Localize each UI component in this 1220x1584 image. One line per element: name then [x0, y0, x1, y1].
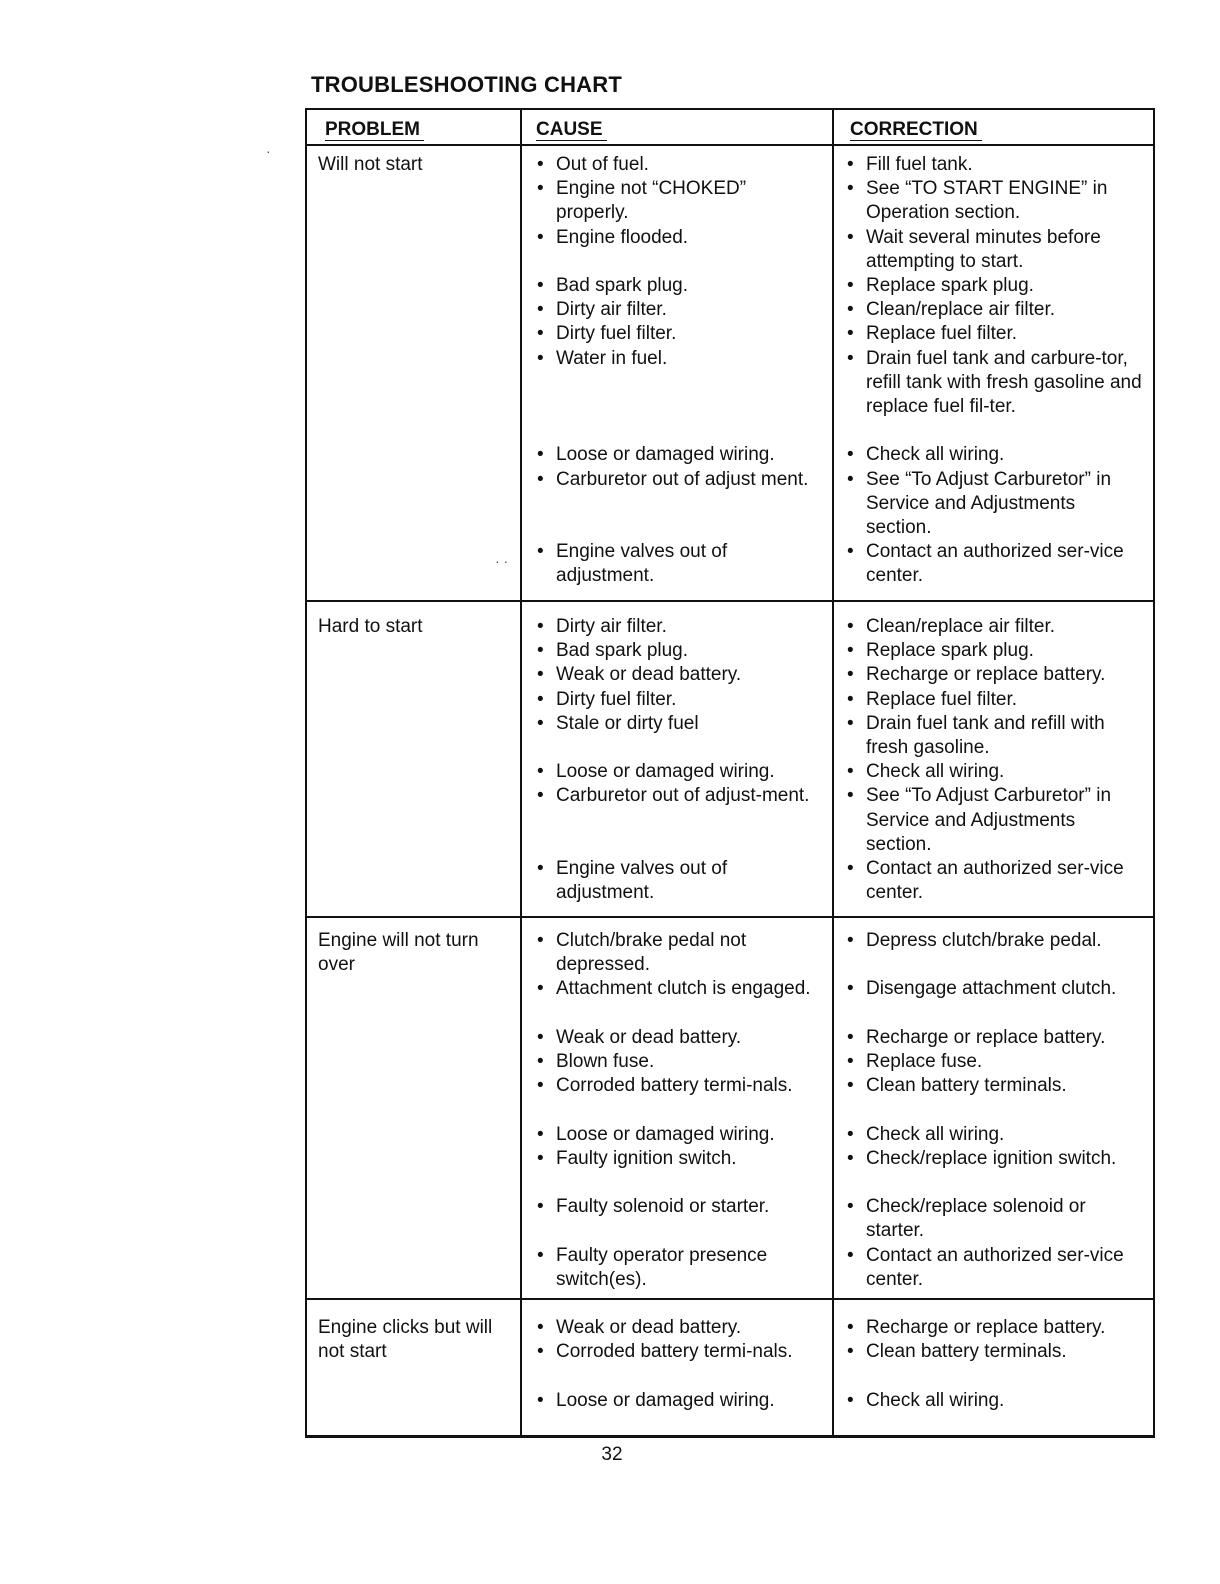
- cause-item: • Corroded battery termi-nals.: [535, 1340, 817, 1364]
- correction-item: • Drain fuel tank and carbure-tor, refill tank with fresh gasoline and replace fuel fil-ter.: [845, 347, 1145, 420]
- correction-item: • Replace spark plug.: [845, 639, 1145, 663]
- cause-item: • Engine flooded.: [535, 226, 817, 250]
- correction-item: • Check all wiring.: [845, 760, 1145, 784]
- header-divider: [307, 144, 1153, 146]
- correction-item: • Check all wiring.: [845, 1389, 1145, 1413]
- correction-item: • Check all wiring.: [845, 1123, 1145, 1147]
- cause-item: • Corroded battery termi-nals.: [535, 1074, 817, 1098]
- correction-item: • Recharge or replace battery.: [845, 1316, 1145, 1340]
- cause-item: • Dirty air filter.: [535, 298, 817, 322]
- scan-speck: ·: [266, 143, 271, 159]
- row-divider: [307, 600, 1153, 602]
- correction-item: • Fill fuel tank.: [845, 153, 1145, 177]
- cause-item: • Bad spark plug.: [535, 274, 817, 298]
- problem-cell: Will not start: [318, 154, 423, 175]
- correction-item: • Check all wiring.: [845, 443, 1145, 467]
- column-divider: [520, 110, 522, 1435]
- cause-item: • Clutch/brake pedal not depressed.: [535, 929, 817, 977]
- correction-item: • Clean battery terminals.: [845, 1074, 1145, 1098]
- problem-header: PROBLEM: [325, 119, 424, 141]
- correction-header: CORRECTION: [850, 119, 982, 141]
- correction-item: • Wait several minutes before attempting to start.: [845, 226, 1145, 274]
- correction-item: • Disengage attachment clutch.: [845, 977, 1145, 1001]
- cause-item: • Blown fuse.: [535, 1050, 817, 1074]
- correction-item: • See “TO START ENGINE” in Operation section.: [845, 177, 1145, 225]
- correction-item: • Check/replace solenoid or starter.: [845, 1195, 1145, 1243]
- cause-item: • Weak or dead battery.: [535, 1316, 817, 1340]
- correction-item: • Replace fuse.: [845, 1050, 1145, 1074]
- page-number: 32: [601, 1444, 623, 1465]
- cause-item: • Water in fuel.: [535, 347, 817, 371]
- cause-item: • Weak or dead battery.: [535, 663, 817, 687]
- column-divider: [832, 110, 834, 1435]
- cause-item: • Engine not “CHOKED” properly.: [535, 177, 817, 225]
- scan-speck: · ·: [495, 553, 509, 569]
- cause-item: • Dirty air filter.: [535, 615, 817, 639]
- cause-item: • Carburetor out of adjust-ment.: [535, 784, 817, 808]
- correction-item: • Clean/replace air filter.: [845, 615, 1145, 639]
- page-title: TROUBLESHOOTING CHART: [311, 72, 622, 97]
- cause-item: • Stale or dirty fuel: [535, 712, 817, 736]
- cause-item: • Loose or damaged wiring.: [535, 443, 817, 467]
- cause-item: • Bad spark plug.: [535, 639, 817, 663]
- cause-item: • Loose or damaged wiring.: [535, 1123, 817, 1147]
- correction-item: • Replace fuel filter.: [845, 322, 1145, 346]
- cause-item: • Dirty fuel filter.: [535, 322, 817, 346]
- correction-item: • Recharge or replace battery.: [845, 1026, 1145, 1050]
- correction-item: • Check/replace ignition switch.: [845, 1147, 1145, 1171]
- correction-item: • Clean battery terminals.: [845, 1340, 1145, 1364]
- correction-item: • Replace fuel filter.: [845, 688, 1145, 712]
- correction-item: • See “To Adjust Carburetor” in Service and Adjustments section.: [845, 468, 1145, 541]
- cause-header: CAUSE: [536, 119, 607, 141]
- correction-item: • Contact an authorized ser-vice center.: [845, 1244, 1145, 1292]
- correction-item: • Contact an authorized ser-vice center.: [845, 540, 1145, 588]
- cause-item: • Faulty solenoid or starter.: [535, 1195, 817, 1219]
- correction-item: • Clean/replace air filter.: [845, 298, 1145, 322]
- cause-item: • Carburetor out of adjust ment.: [535, 468, 817, 492]
- row-divider: [307, 1298, 1153, 1300]
- correction-item: • Replace spark plug.: [845, 274, 1145, 298]
- correction-item: • Recharge or replace battery.: [845, 663, 1145, 687]
- cause-item: • Faulty ignition switch.: [535, 1147, 817, 1171]
- correction-item: • Drain fuel tank and refill with fresh gasoline.: [845, 712, 1145, 760]
- problem-cell: Engine will not turn over: [318, 930, 479, 976]
- cause-item: • Out of fuel.: [535, 153, 817, 177]
- problem-cell: Hard to start: [318, 616, 423, 637]
- cause-item: • Weak or dead battery.: [535, 1026, 817, 1050]
- cause-item: • Faulty operator presence switch(es).: [535, 1244, 817, 1292]
- correction-item: • Depress clutch/brake pedal.: [845, 929, 1145, 953]
- cause-item: • Engine valves out of adjustment.: [535, 857, 817, 905]
- correction-item: • See “To Adjust Carburetor” in Service and Adjustments section.: [845, 784, 1145, 857]
- row-divider: [307, 916, 1153, 918]
- cause-item: • Attachment clutch is engaged.: [535, 977, 817, 1001]
- problem-cell: Engine clicks but will not start: [318, 1317, 493, 1363]
- cause-item: • Loose or damaged wiring.: [535, 1389, 817, 1413]
- cause-item: • Engine valves out of adjustment.: [535, 540, 817, 588]
- correction-item: • Contact an authorized ser-vice center.: [845, 857, 1145, 905]
- cause-item: • Dirty fuel filter.: [535, 688, 817, 712]
- cause-item: • Loose or damaged wiring.: [535, 760, 817, 784]
